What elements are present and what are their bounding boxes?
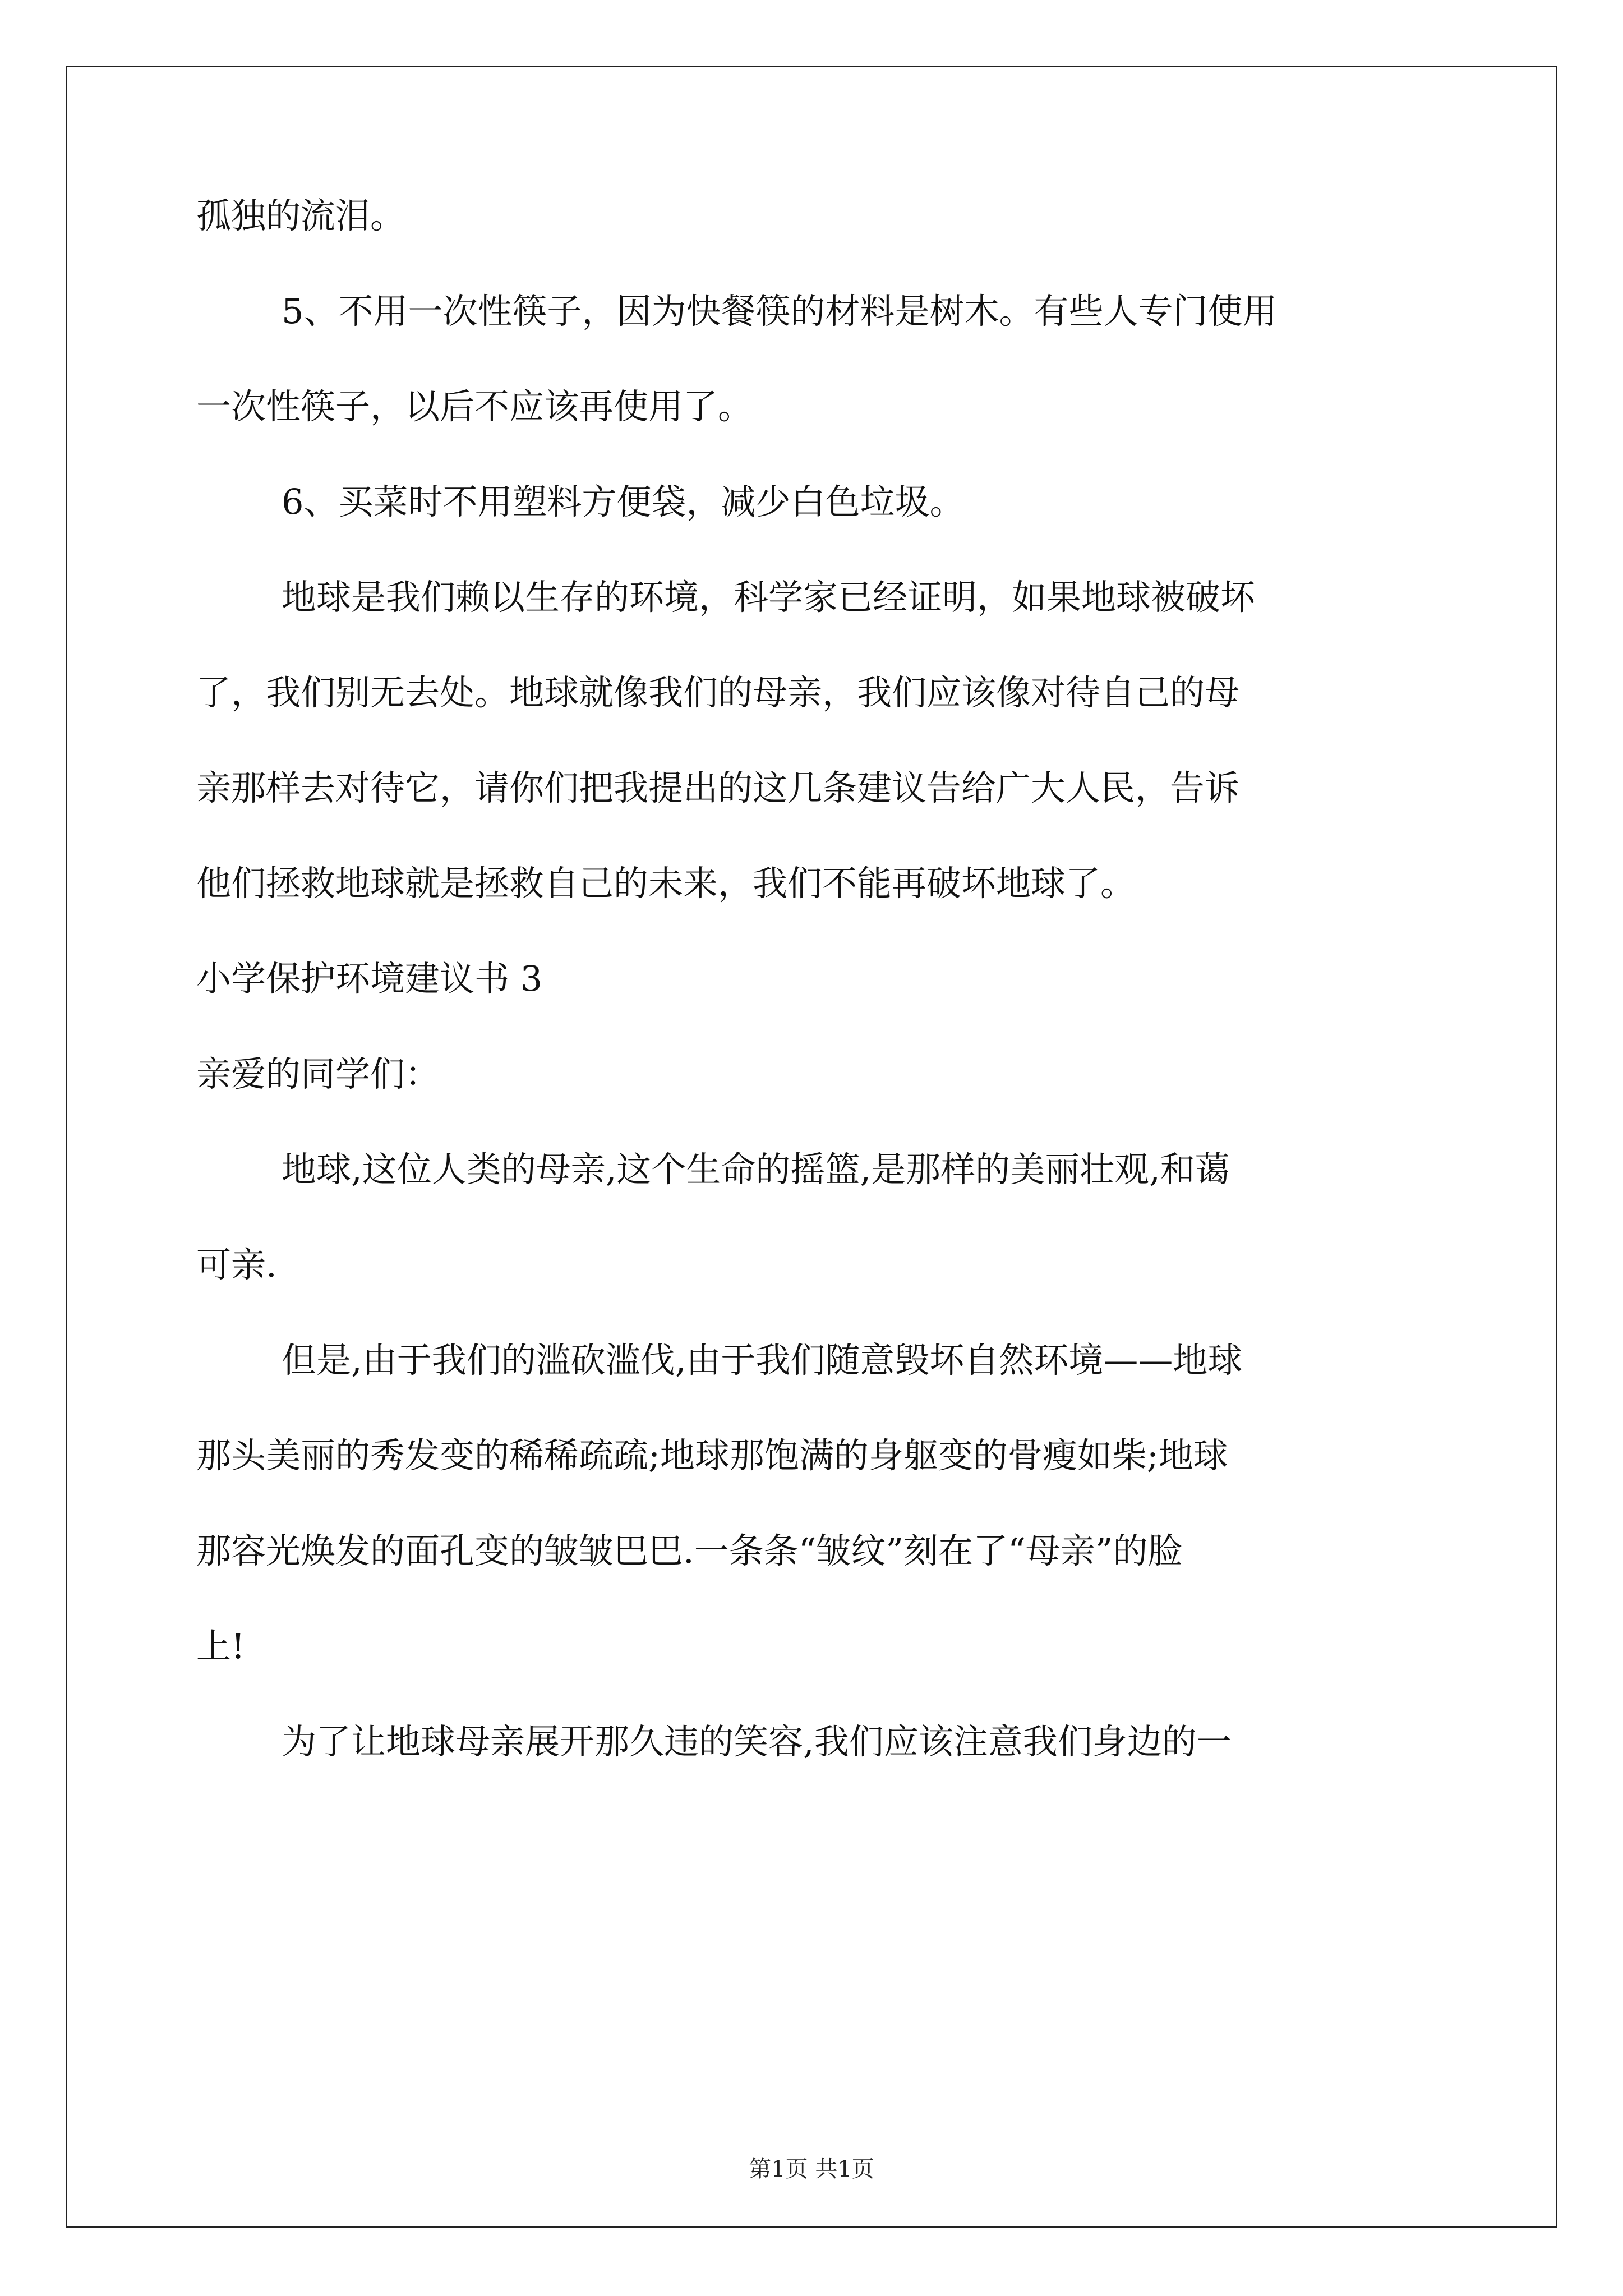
text-line: 孤独的流泪。	[196, 195, 405, 236]
text-line: 小学保护环境建议书 3	[196, 958, 543, 999]
text-line: 了，我们别无去处。地球就像我们的母亲，我们应该像对待自己的母	[196, 672, 1240, 713]
text-line: 地球,这位人类的母亲,这个生命的摇篮,是那样的美丽壮观,和蔼	[282, 1149, 1230, 1190]
text-line: 可亲.	[196, 1244, 277, 1285]
text-line: 为了让地球母亲展开那久违的笑容,我们应该注意我们身边的一	[282, 1721, 1232, 1762]
text-line: 那头美丽的秀发变的稀稀疏疏;地球那饱满的身躯变的骨瘦如柴;地球	[196, 1435, 1228, 1476]
text-line: 上!	[196, 1626, 245, 1667]
page-footer: 第1页 共1页	[749, 2156, 874, 2182]
text-line: 一次性筷子，以后不应该再使用了。	[196, 386, 753, 427]
text-line: 亲那样去对待它，请你们把我提出的这几条建议告给广大人民，告诉	[196, 767, 1240, 808]
text-line: 他们拯救地球就是拯救自己的未来，我们不能再破坏地球了。	[196, 863, 1136, 904]
text-line: 亲爱的同学们：	[196, 1053, 440, 1094]
document-body	[196, 168, 1424, 1789]
text-line: 但是,由于我们的滥砍滥伐,由于我们随意毁坏自然环境——地球	[282, 1340, 1243, 1381]
text-line: 地球是我们赖以生存的环境，科学家已经证明，如果地球被破坏	[282, 577, 1256, 618]
text-line: 5、不用一次性筷子，因为快餐筷的材料是树木。有些人专门使用	[282, 291, 1278, 332]
text-line: 6、买菜时不用塑料方便袋，减少白色垃圾。	[282, 481, 965, 522]
text-line: 那容光焕发的面孔变的皱皱巴巴.一条条“皱纹”刻在了“母亲”的脸	[196, 1530, 1183, 1571]
